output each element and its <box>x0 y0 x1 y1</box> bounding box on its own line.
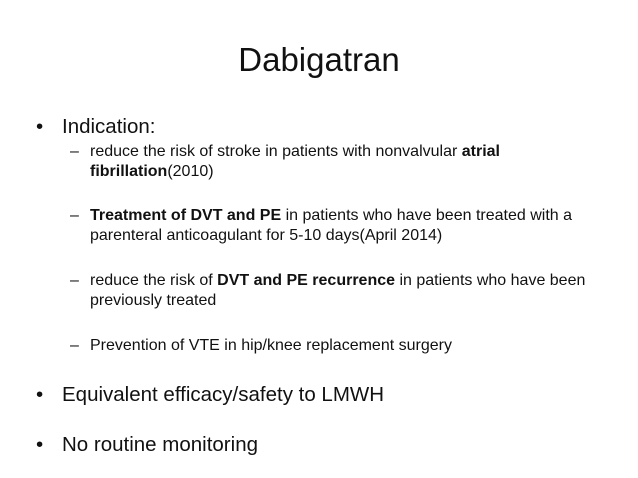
item-text-part: in patients who have been treated with a parenteral anticoagulant for 5-10 days(April 2014) <box>90 207 572 244</box>
bullet-efficacy <box>36 382 384 408</box>
dash-marker: – <box>70 143 79 160</box>
dash-marker: – <box>70 207 79 224</box>
item-bold-part: atrial fibrillation <box>90 143 500 180</box>
indication-item-2 <box>70 206 610 246</box>
item-text-part: (2010) <box>167 163 214 180</box>
bullet-efficacy-text: Equivalent efficacy/safety to LMWH <box>62 383 385 406</box>
dash-marker: – <box>70 272 79 289</box>
indication-item-text <box>90 142 610 182</box>
item-bold-part: DVT and PE recurrence <box>217 272 396 289</box>
item-bold-part: Treatment of DVT and PE <box>90 207 282 224</box>
item-text-part: in patients who have been previously treated <box>90 272 586 309</box>
bullet-dot: • <box>36 115 44 138</box>
bullet-dot: • <box>36 433 44 456</box>
slide-title: Dabigatran <box>238 41 400 78</box>
bullet-monitoring <box>36 432 258 458</box>
indication-item-text <box>90 206 610 246</box>
dash-marker: – <box>70 337 79 354</box>
bullet-dot: • <box>36 383 44 406</box>
indication-item-4 <box>70 336 610 356</box>
item-text-part: reduce the risk of <box>90 272 218 289</box>
indication-item-text <box>90 271 610 311</box>
indication-item-text: Prevention of VTE in hip/knee replacement surgery <box>90 337 452 354</box>
indication-item-3 <box>70 271 610 311</box>
indication-label: Indication: <box>62 115 156 138</box>
item-text-part: reduce the risk of stroke in patients with nonvalvular <box>90 143 462 160</box>
indication-item-1 <box>70 142 610 182</box>
bullet-monitoring-text: No routine monitoring <box>62 433 258 456</box>
bullet-indication <box>36 114 155 140</box>
